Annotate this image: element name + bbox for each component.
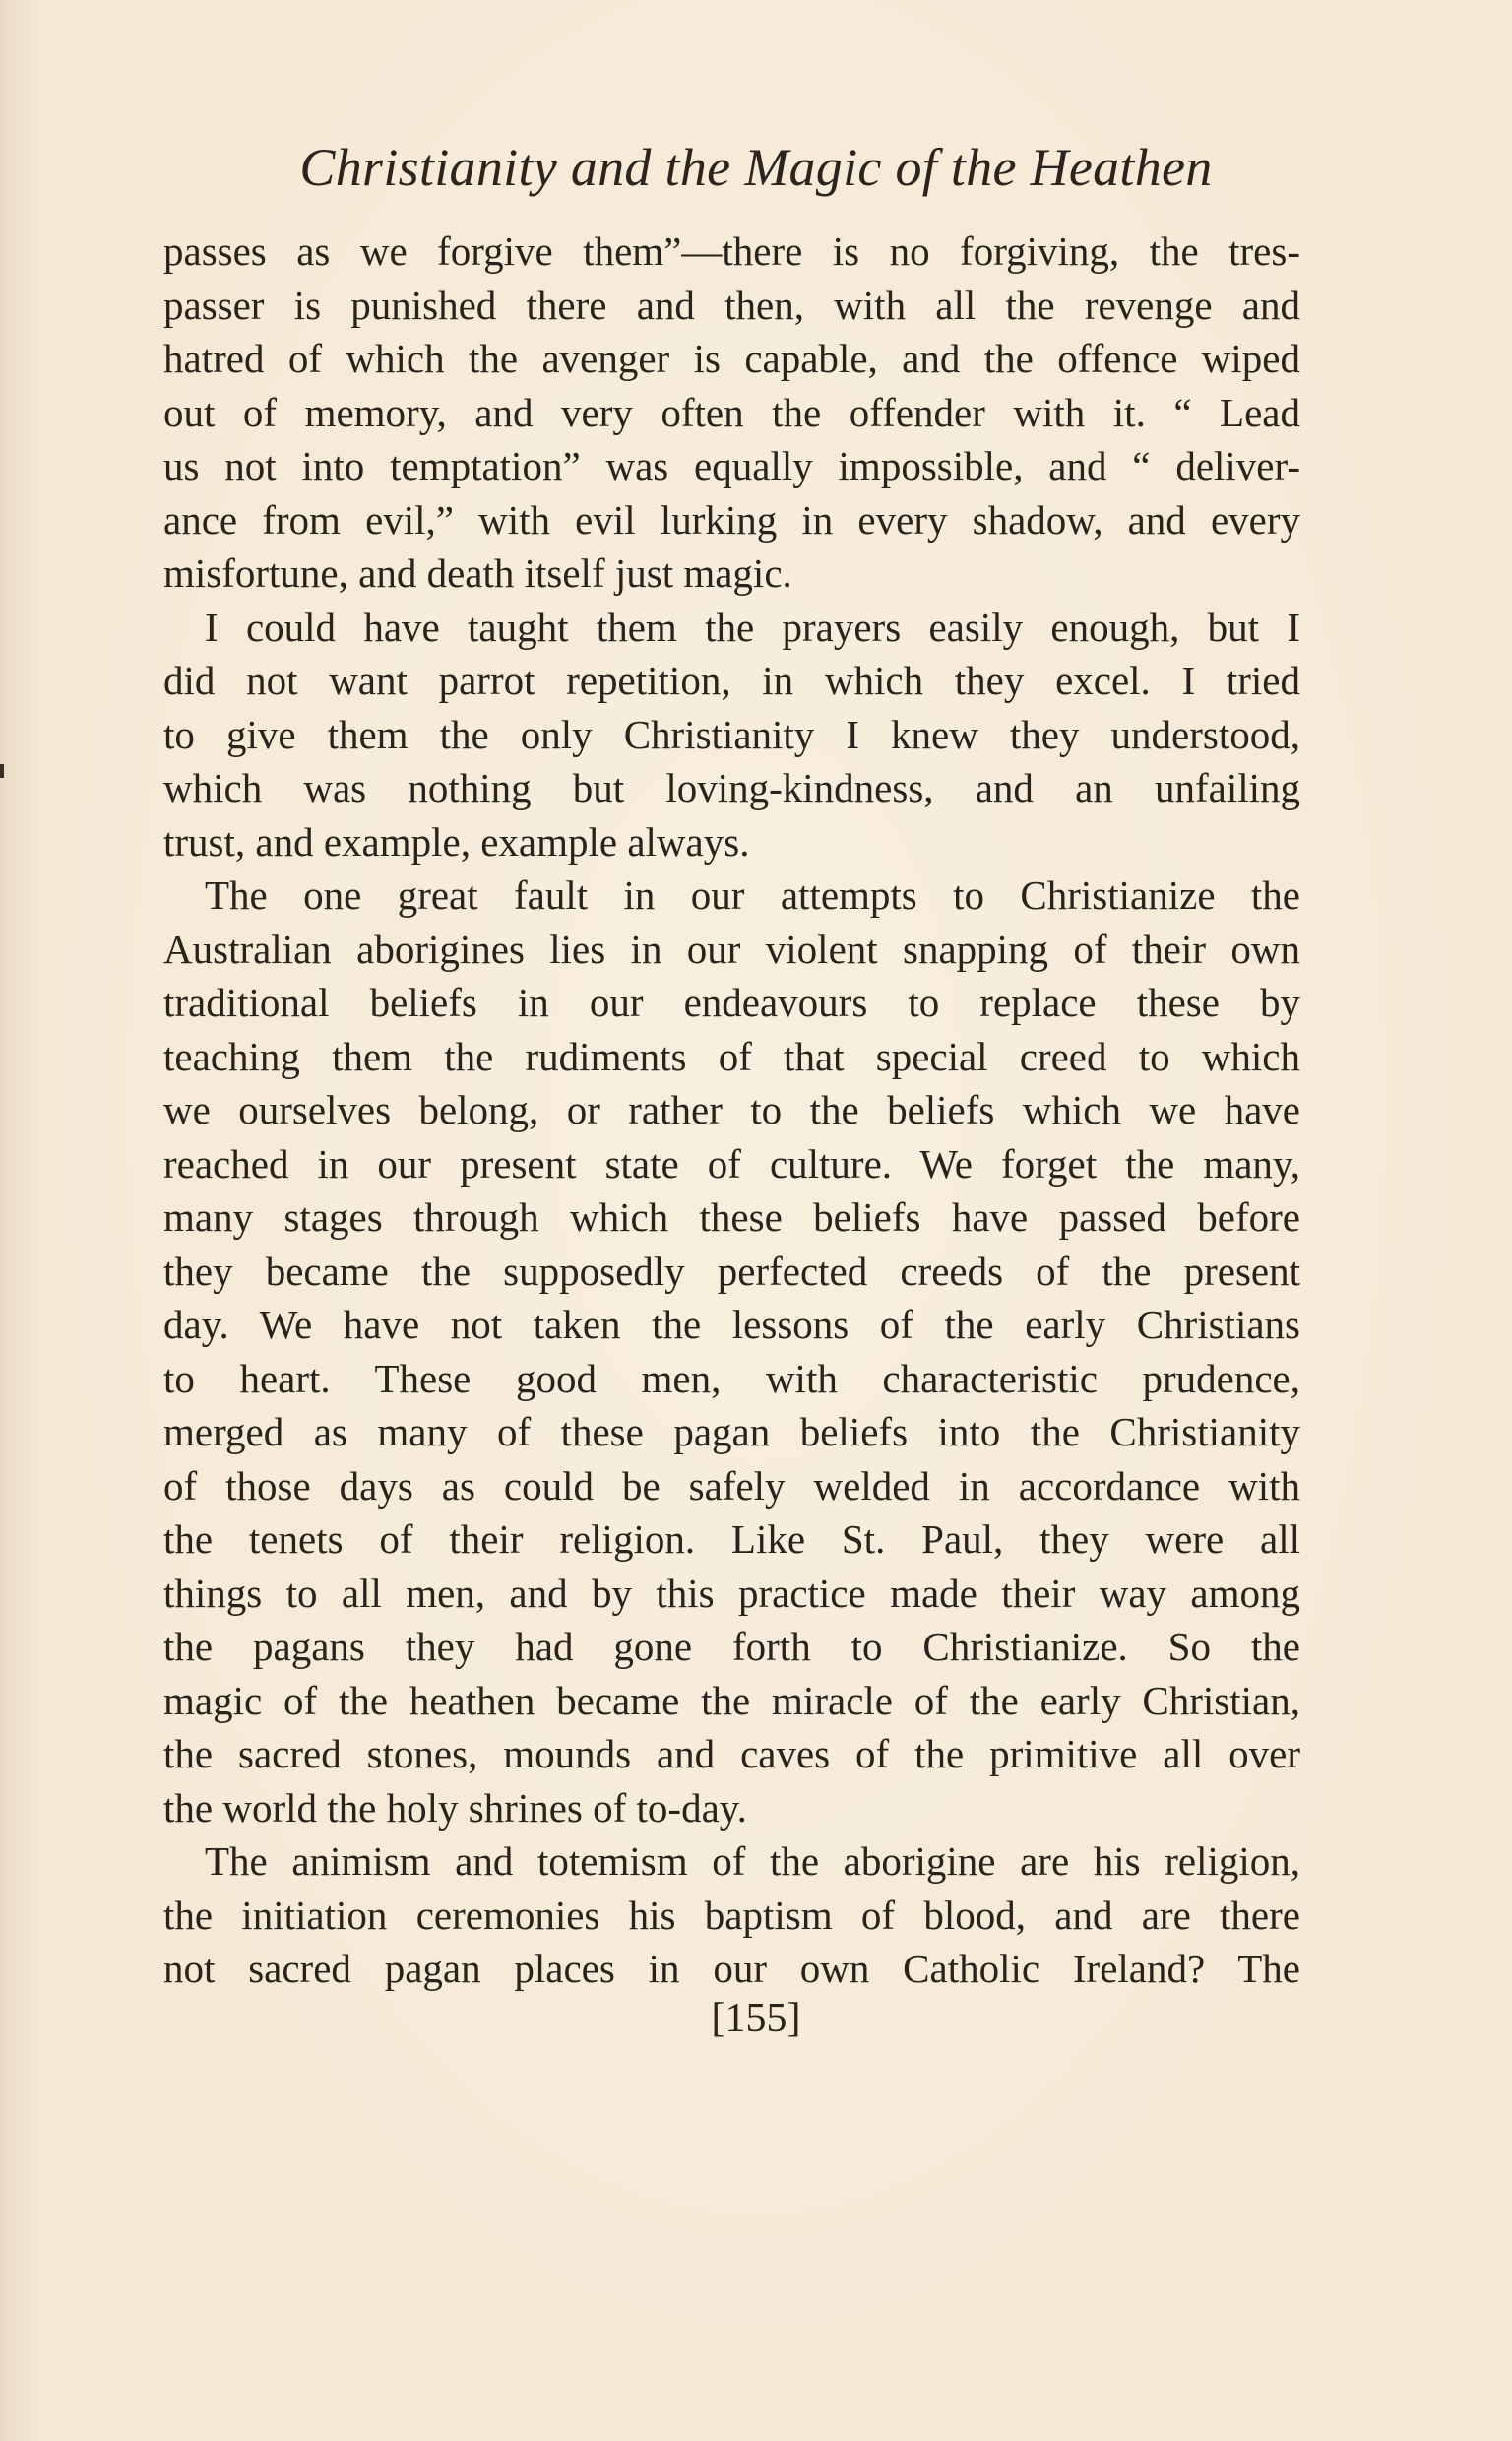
text-line: misfortune, and death itself just magic. <box>163 550 792 596</box>
running-head: Christianity and the Magic of the Heathen <box>299 138 1213 197</box>
text-line: the pagans they had gone forth to Christianize. So the <box>163 1624 1300 1669</box>
text-line: of those days as could be safely welded in accordance with <box>163 1462 1300 1509</box>
text-line: I could have taught them the prayers easily enough, but I <box>205 604 1300 650</box>
text-line: teaching them the rudiments of that special creed to which <box>163 1033 1300 1079</box>
text-line: to heart. These good men, with characteristic prudence, <box>163 1355 1300 1401</box>
text-line: to give them the only Christianity I knew they understood, <box>163 711 1300 757</box>
text-line: the world the holy shrines of to-day. <box>163 1784 747 1831</box>
text-line: many stages through which these beliefs have passed before <box>163 1194 1300 1240</box>
text-line: the initiation ceremonies his baptism of blood, and are there <box>163 1892 1300 1938</box>
text-line: passer is punished there and then, with all the revenge and <box>163 282 1300 328</box>
text-line: day. We have not taken the lessons of the early Christians <box>163 1302 1300 1347</box>
body-text <box>163 225 1300 1996</box>
page-number: [155] <box>711 1996 801 2041</box>
text-line: us not into temptation” was equally impossible, and “ deliver- <box>163 443 1300 488</box>
text-line: traditional beliefs in our endeavours to replace these by <box>163 980 1300 1025</box>
text-line: merged as many of these pagan beliefs into the Christianity <box>163 1409 1300 1454</box>
text-line: hatred of which the avenger is capable, and the offence wiped <box>163 336 1300 381</box>
text-line: trust, and example, example always. <box>163 818 750 865</box>
text-line: reached in our present state of culture. We forget the many, <box>163 1140 1300 1187</box>
text-line: they became the supposedly perfected creeds of the present <box>163 1248 1300 1294</box>
text-line: magic of the heathen became the miracle of the early Christian, <box>163 1677 1300 1723</box>
text-line: ance from evil,” with evil lurking in every shadow, and every <box>163 496 1300 543</box>
text-line: the sacred stones, mounds and caves of the primitive all over <box>163 1731 1300 1776</box>
text-line: The one great fault in our attempts to Christianize the <box>205 872 1300 918</box>
page-edge-mark <box>0 764 4 778</box>
text-line: things to all men, and by this practice made their way among <box>163 1570 1300 1616</box>
text-line: not sacred pagan places in our own Catholic Ireland? The <box>163 1946 1300 1991</box>
text-line: Australian aborigines lies in our violent snapping of their own <box>163 926 1300 972</box>
text-line: out of memory, and very often the offender with it. “ Lead <box>163 389 1300 435</box>
text-line: the tenets of their religion. Like St. Paul, they were all <box>163 1516 1300 1562</box>
text-line: did not want parrot repetition, in which they excel. I tried <box>163 658 1300 703</box>
text-line: which was nothing but loving-kindness, and an unfailing <box>163 765 1300 810</box>
text-line: we ourselves belong, or rather to the beliefs which we have <box>163 1087 1300 1132</box>
text-line: passes as we forgive them”—there is no forgiving, the tres- <box>163 228 1300 274</box>
text-line: The animism and totemism of the aborigine are his religion, <box>205 1838 1300 1884</box>
